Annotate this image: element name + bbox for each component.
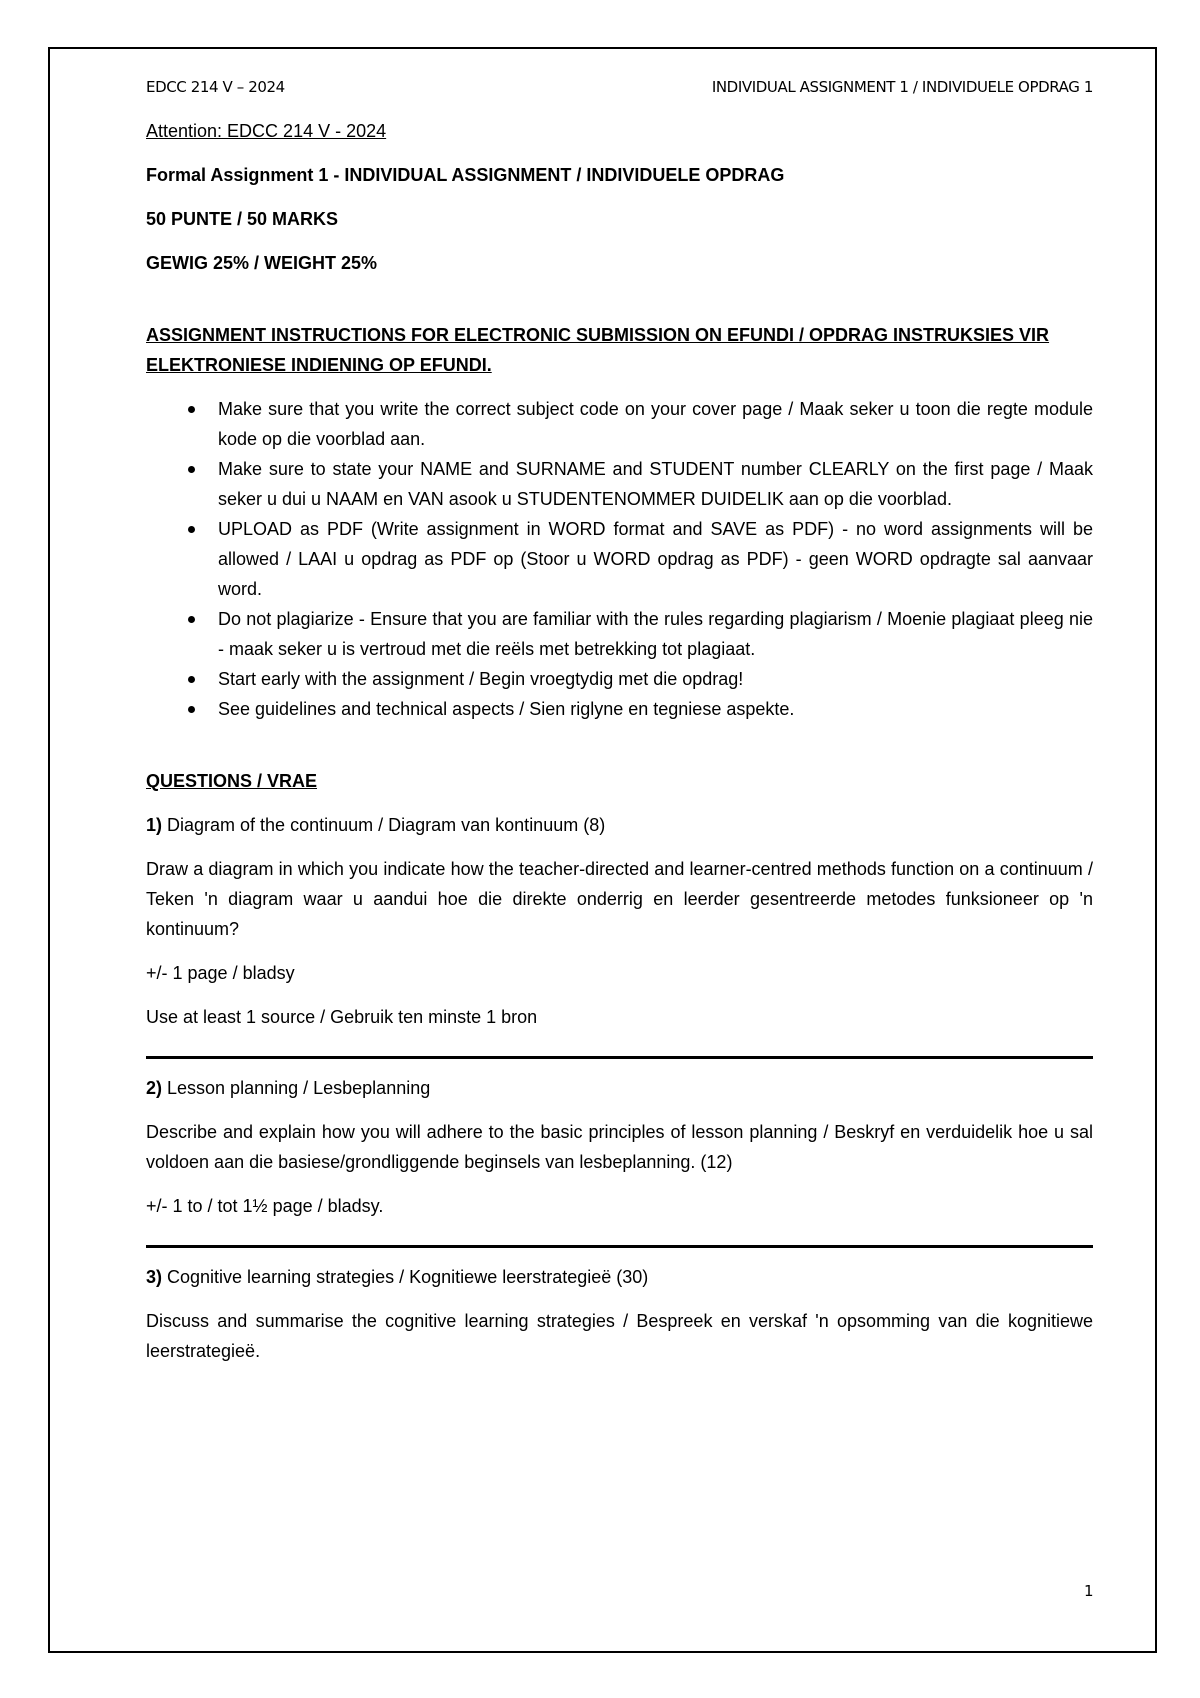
- list-item-text: UPLOAD as PDF (Write assignment in WORD format and SAVE as PDF) - no word assignments will be allowed / LAAI u opdrag as PDF op (Stoor u WORD opdrag as PDF) - geen WORD opdragte sal aanvaar word.: [218, 519, 1093, 599]
- list-item: [146, 394, 1093, 454]
- spacer: [146, 292, 1093, 320]
- question-1-title-text: Diagram of the continuum / Diagram van kontinuum (8): [162, 815, 606, 835]
- weight-line: GEWIG 25% / WEIGHT 25%: [146, 253, 378, 273]
- list-item-text: Make sure to state your NAME and SURNAME and STUDENT number CLEARLY on the first page / Maak seker u dui u NAAM en VAN asook u STUDENTENOMMER DUIDELIK aan op die voorblad.: [218, 459, 1093, 509]
- bullet-icon: [188, 616, 195, 623]
- question-2-title-text: Lesson planning / Lesbeplanning: [162, 1078, 431, 1098]
- marks-line: 50 PUNTE / 50 MARKS: [146, 209, 339, 229]
- page-header: [146, 72, 1093, 102]
- attention-line: Attention: EDCC 214 V - 2024: [146, 121, 387, 141]
- question-3-title-text: Cognitive learning strategies / Kognitiewe leerstrategieë (30): [162, 1267, 649, 1287]
- question-2-length: +/- 1 to / tot 1½ page / bladsy.: [146, 1196, 384, 1216]
- bullet-icon: [188, 676, 195, 683]
- header-course-code: EDCC 214 V – 2024: [146, 78, 285, 96]
- instructions-list: [146, 394, 1093, 724]
- section-divider: [146, 1245, 1093, 1248]
- question-1-number: 1): [146, 815, 163, 835]
- list-item: [146, 454, 1093, 514]
- bullet-icon: [188, 466, 195, 473]
- question-3-body: Discuss and summarise the cognitive learning strategies / Bespreek en verskaf 'n opsomming van die kognitiewe leerstrategieë.: [146, 1311, 1093, 1361]
- list-item-text: Make sure that you write the correct subject code on your cover page / Maak seker u toon die regte module kode op die voorblad aan.: [218, 399, 1093, 449]
- instructions-heading: ASSIGNMENT INSTRUCTIONS FOR ELECTRONIC SUBMISSION ON EFUNDI / OPDRAG INSTRUKSIES VIR ELEKTRONIESE INDIENING OP EFUNDI.: [146, 325, 1050, 375]
- bullet-icon: [188, 406, 195, 413]
- question-3-number: 3): [146, 1267, 163, 1287]
- bullet-icon: [188, 706, 195, 713]
- question-2-number: 2): [146, 1078, 163, 1098]
- list-item-text: See guidelines and technical aspects / Sien riglyne en tegniese aspekte.: [218, 699, 795, 719]
- header-assignment-title: INDIVIDUAL ASSIGNMENT 1 / INDIVIDUELE OPDRAG 1: [711, 78, 1093, 96]
- section-divider: [146, 1056, 1093, 1059]
- list-item-text: Do not plagiarize - Ensure that you are familiar with the rules regarding plagiarism / Moenie plagiaat pleeg nie - maak seker u is vertroud met die reëls met betrekking tot plagiaat.: [218, 609, 1093, 659]
- formal-assignment-title: Formal Assignment 1 - INDIVIDUAL ASSIGNMENT / INDIVIDUELE OPDRAG: [146, 165, 785, 185]
- question-2-title: [146, 1073, 1093, 1103]
- list-item: [146, 694, 1093, 724]
- question-3-title: [146, 1262, 1093, 1292]
- list-item: [146, 604, 1093, 664]
- bullet-icon: [188, 526, 195, 533]
- question-1-length: +/- 1 page / bladsy: [146, 963, 295, 983]
- question-1-body: Draw a diagram in which you indicate how the teacher-directed and learner-centred methods function on a continuum / Teken 'n diagram waar u aandui hoe die direkte onderrig en leerder gesentreerde metodes funksioneer op 'n kontinuum?: [146, 859, 1093, 939]
- spacer: [146, 738, 1093, 766]
- page-number: 1: [1084, 1582, 1094, 1600]
- list-item: [146, 664, 1093, 694]
- question-1-title: [146, 810, 1093, 840]
- questions-heading: QUESTIONS / VRAE: [146, 771, 318, 791]
- list-item: [146, 514, 1093, 604]
- document-body: [146, 72, 1093, 1380]
- question-2-body: Describe and explain how you will adhere to the basic principles of lesson planning / Beskryf en verduidelik hoe u sal voldoen aan die basiese/grondliggende beginsels van lesbeplanning. (12): [146, 1122, 1093, 1172]
- list-item-text: Start early with the assignment / Begin vroegtydig met die opdrag!: [218, 669, 744, 689]
- question-1-source: Use at least 1 source / Gebruik ten minste 1 bron: [146, 1007, 538, 1027]
